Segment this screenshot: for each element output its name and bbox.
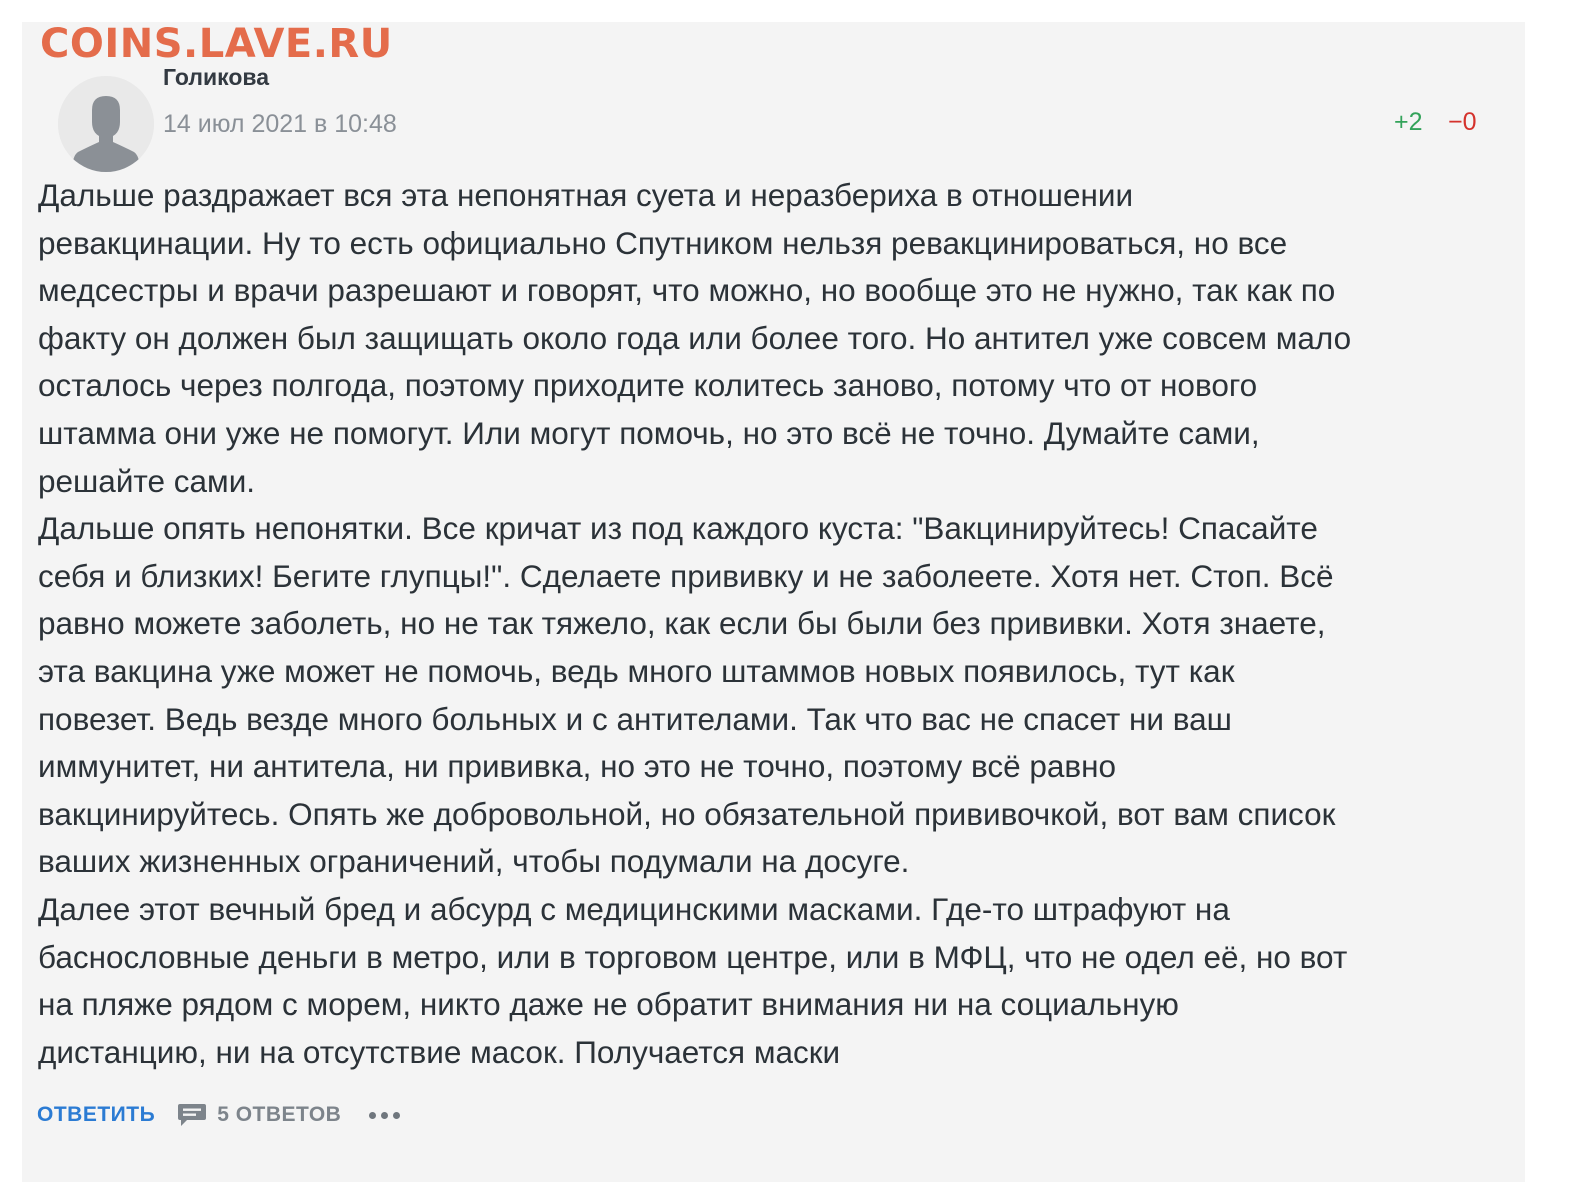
avatar[interactable]	[58, 76, 154, 172]
comment-line: вакцинируйтесь. Опять же добровольной, но обязательной прививочкой, вот вам список	[38, 795, 1336, 832]
ellipsis-icon	[369, 1112, 376, 1119]
comment-line: дистанцию, ни на отсутствие масок. Получается маски	[38, 1033, 841, 1070]
comment-line: на пляже рядом с морем, никто даже не обратит внимания ни на социальную	[38, 986, 1179, 1023]
comment-line: Далее этот вечный бред и абсурд с медицинскими масками. Где-то штрафуют на	[38, 890, 1230, 927]
comment-line: иммунитет, ни антитела, ни прививка, но это не точно, поэтому всё равно	[38, 748, 1117, 785]
comment-line: повезет. Ведь везде много больных и с антителами. Так что вас не спасет ни ваш	[38, 700, 1232, 737]
comment-line: ревакцинации. Ну то есть официально Спутником нельзя ревакцинироваться, но все	[38, 224, 1288, 261]
comment-line: медсестры и врачи разрешают и говорят, что можно, но вообще это не нужно, так как по	[38, 272, 1336, 309]
comment-line: решайте сами.	[38, 462, 256, 499]
comment-line: Дальше раздражает вся эта непонятная суета и неразбериха в отношении	[38, 177, 1134, 213]
comment-line: эта вакцина уже может не помочь, ведь много штаммов новых появилось, тут как	[38, 652, 1235, 689]
comment-line: баснословные деньги в метро, или в торговом центре, или в МФЦ, что не одел её, но вот	[38, 938, 1348, 975]
more-options-button[interactable]	[369, 1108, 400, 1123]
comment-line: равно можете заболеть, но не так тяжело, как если бы были без прививки. Хотя знаете,	[38, 605, 1326, 642]
user-silhouette-icon	[58, 76, 154, 172]
comment-line: факту он должен был защищать около года или более того. Но антител уже совсем мало	[38, 319, 1352, 356]
comment-line: штамма они уже не помогут. Или могут помочь, но это всё не точно. Думайте сами,	[38, 414, 1260, 451]
replies-button[interactable]	[177, 1098, 341, 1133]
comment-text	[38, 172, 1478, 1076]
ellipsis-dot	[393, 1112, 400, 1119]
comment-bubble-icon	[177, 1102, 207, 1133]
ellipsis-dot	[381, 1112, 388, 1119]
comment-line: себя и близких! Бегите глупцы!". Сделаете прививку и не заболеете. Хотя нет. Стоп. Всё	[38, 557, 1334, 594]
vote-up-count[interactable]: +2	[1394, 108, 1423, 136]
comment-line: ваших жизненных ограничений, чтобы подумали на досуге.	[38, 843, 910, 880]
comment-line: осталось через полгода, поэтому приходите колитесь заново, потому что от нового	[38, 367, 1258, 404]
comment-date[interactable]: 14 июл 2021 в 10:48	[163, 110, 397, 138]
watermark-logo: COINS.LAVE.RU	[40, 21, 393, 67]
replies-count-label: 5 ОТВЕТОВ	[217, 1103, 342, 1126]
vote-down-count[interactable]: −0	[1448, 108, 1477, 136]
comment-actions	[37, 1098, 400, 1132]
reply-button[interactable]: ОТВЕТИТЬ	[37, 1103, 156, 1126]
comment-author[interactable]: Голикова	[163, 64, 270, 90]
comment-line: Дальше опять непонятки. Все кричат из под каждого куста: "Вакцинируйтесь! Спасайте	[38, 510, 1318, 547]
